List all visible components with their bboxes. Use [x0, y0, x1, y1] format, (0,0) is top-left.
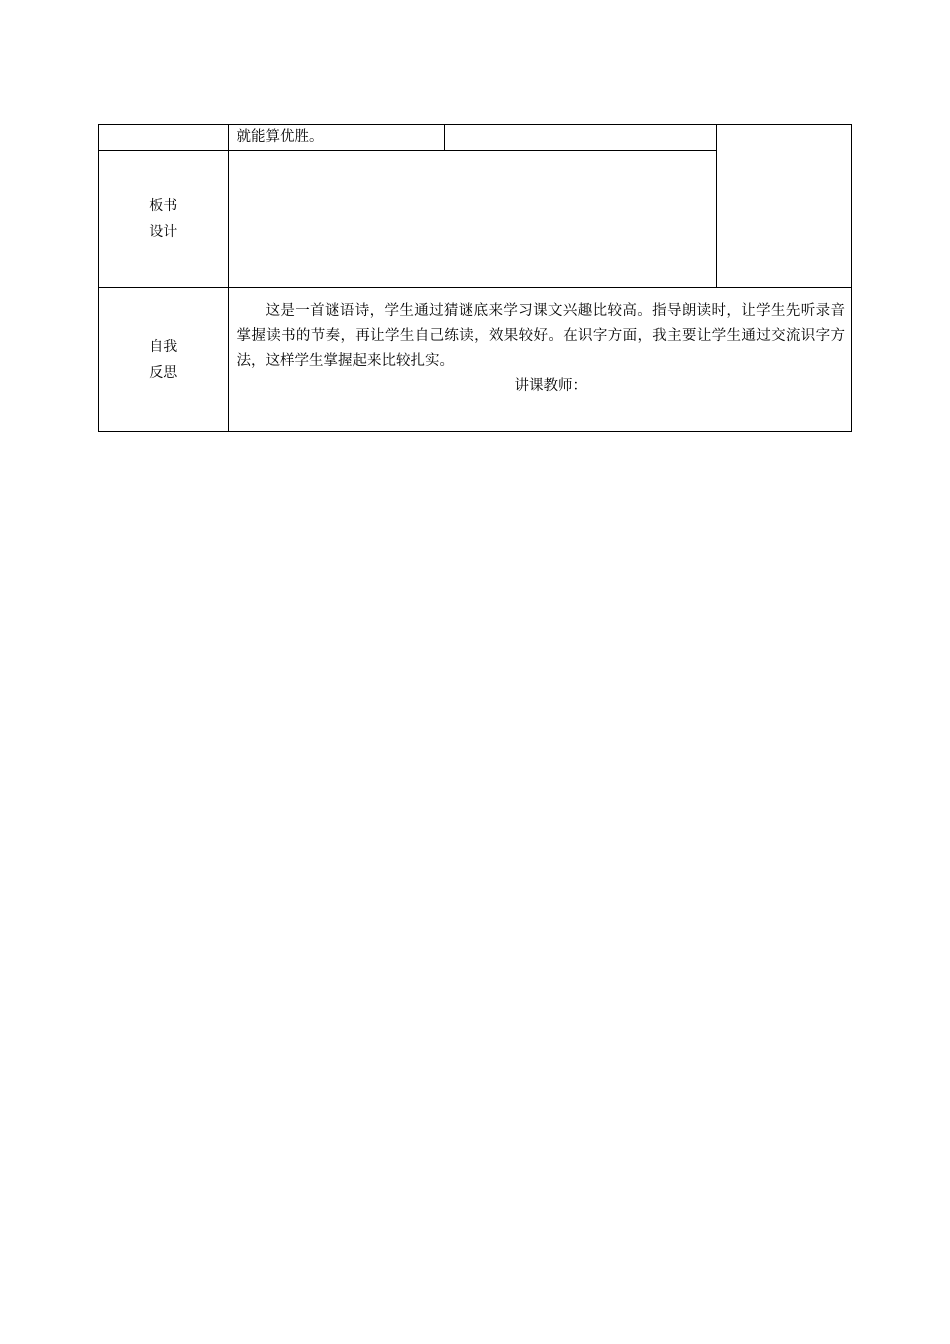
self-reflection-text: 这是一首谜语诗，学生通过猜谜底来学习课文兴趣比较高。指导朗读时，让学生先听录音掌握读书的节奏，再让学生自己练读，效果较好。在识字方面，我主要让学生通过交流识字方法，这样学生掌握起来比较扎实。	[236, 303, 845, 369]
self-reflection-label-line2: 反思	[149, 364, 178, 381]
lesson-plan-table	[98, 124, 852, 432]
self-reflection-content	[228, 288, 851, 432]
side-cell	[717, 125, 852, 288]
board-design-label-line2: 设计	[149, 224, 178, 240]
table-row	[99, 125, 852, 151]
teacher-signature-label: 讲课教师：	[514, 378, 588, 394]
continued-text: 就能算优胜。	[236, 129, 324, 145]
board-design-label	[99, 151, 229, 288]
board-design-content	[228, 151, 717, 288]
continued-text-cell	[228, 125, 445, 151]
table-row	[99, 288, 852, 432]
self-reflection-label-line1: 自我	[149, 338, 178, 355]
board-design-label-line1: 板书	[149, 198, 178, 214]
empty-cell	[445, 125, 717, 151]
self-reflection-label	[99, 288, 229, 432]
empty-label-cell	[99, 125, 229, 151]
